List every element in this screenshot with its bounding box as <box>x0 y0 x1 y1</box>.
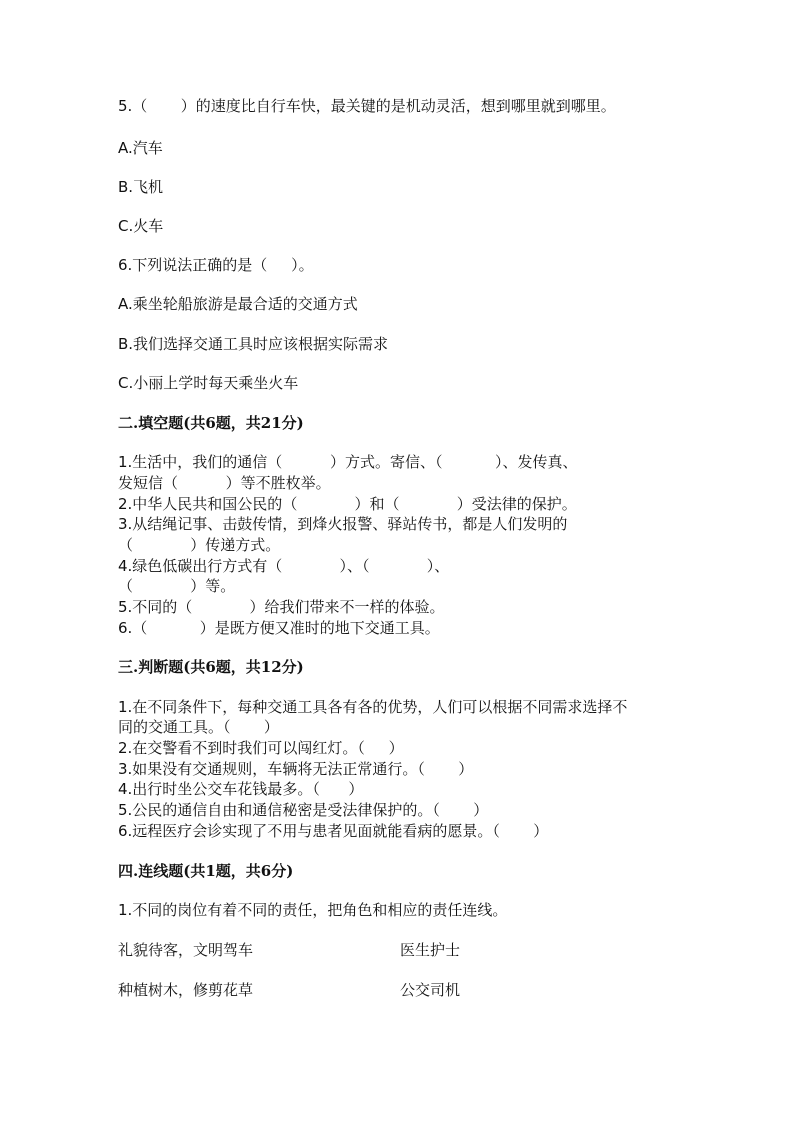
question-6-stem: 6.下列说法正确的是（ ）。 <box>118 256 314 274</box>
fill-line: （ ）等。 <box>118 577 236 595</box>
match-question-stem: 1.不同的岗位有着不同的责任，把角色和相应的责任连线。 <box>118 901 508 919</box>
fill-line: 3.从结绳记事、击鼓传情，到烽火报警、驿站传书，都是人们发明的 <box>118 515 568 533</box>
judge-line: 2.在交警看不到时我们可以闯红灯。（ ） <box>118 739 404 757</box>
question-5-option-a: A.汽车 <box>118 139 163 157</box>
fill-line: 2.中华人民共和国公民的（ ）和（ ）受法律的保护。 <box>118 495 577 513</box>
fill-line: 5.不同的（ ）给我们带来不一样的体验。 <box>118 598 445 616</box>
section-4-heading: 四.连线题(共1题，共6分) <box>118 862 294 880</box>
fill-line: 4.绿色低碳出行方式有（ ）、（ ）、 <box>118 557 450 575</box>
question-6-option-c: C.小丽上学时每天乘坐火车 <box>118 374 299 392</box>
match-right-item: 公交司机 <box>400 981 461 999</box>
question-5-option-b: B.飞机 <box>118 178 164 196</box>
match-left-item: 礼貌待客，文明驾车 <box>118 941 254 959</box>
match-left-item: 种植树木，修剪花草 <box>118 981 254 999</box>
match-right-item: 医生护士 <box>400 941 461 959</box>
question-6-option-b: B.我们选择交通工具时应该根据实际需求 <box>118 335 389 353</box>
section-2-heading: 二.填空题(共6题，共21分) <box>118 414 304 432</box>
judge-line: 3.如果没有交通规则，车辆将无法正常通行。（ ） <box>118 760 474 778</box>
fill-line: （ ）传递方式。 <box>118 536 281 554</box>
judge-line: 1.在不同条件下，每种交通工具各有各的优势，人们可以根据不同需求选择不 <box>118 698 628 716</box>
section-3-heading: 三.判断题(共6题，共12分) <box>118 658 304 676</box>
fill-line: 发短信（ ）等不胜枚举。 <box>118 474 331 492</box>
question-5-stem: 5.（ ）的速度比自行车快，最关键的是机动灵活，想到哪里就到哪里。 <box>118 97 616 115</box>
judge-line: 同的交通工具。（ ） <box>118 718 279 736</box>
fill-line: 1.生活中，我们的通信（ ）方式。寄信、（ ）、发传真、 <box>118 453 578 471</box>
judge-line: 4.出行时坐公交车花钱最多。（ ） <box>118 780 364 798</box>
question-6-option-a: A.乘坐轮船旅游是最合适的交通方式 <box>118 295 358 313</box>
judge-line: 6.远程医疗会诊实现了不用与患者见面就能看病的愿景。（ ） <box>118 822 549 840</box>
fill-line: 6.（ ）是既方便又准时的地下交通工具。 <box>118 619 440 637</box>
judge-line: 5.公民的通信自由和通信秘密是受法律保护的。（ ） <box>118 801 489 819</box>
question-5-option-c: C.火车 <box>118 217 164 235</box>
